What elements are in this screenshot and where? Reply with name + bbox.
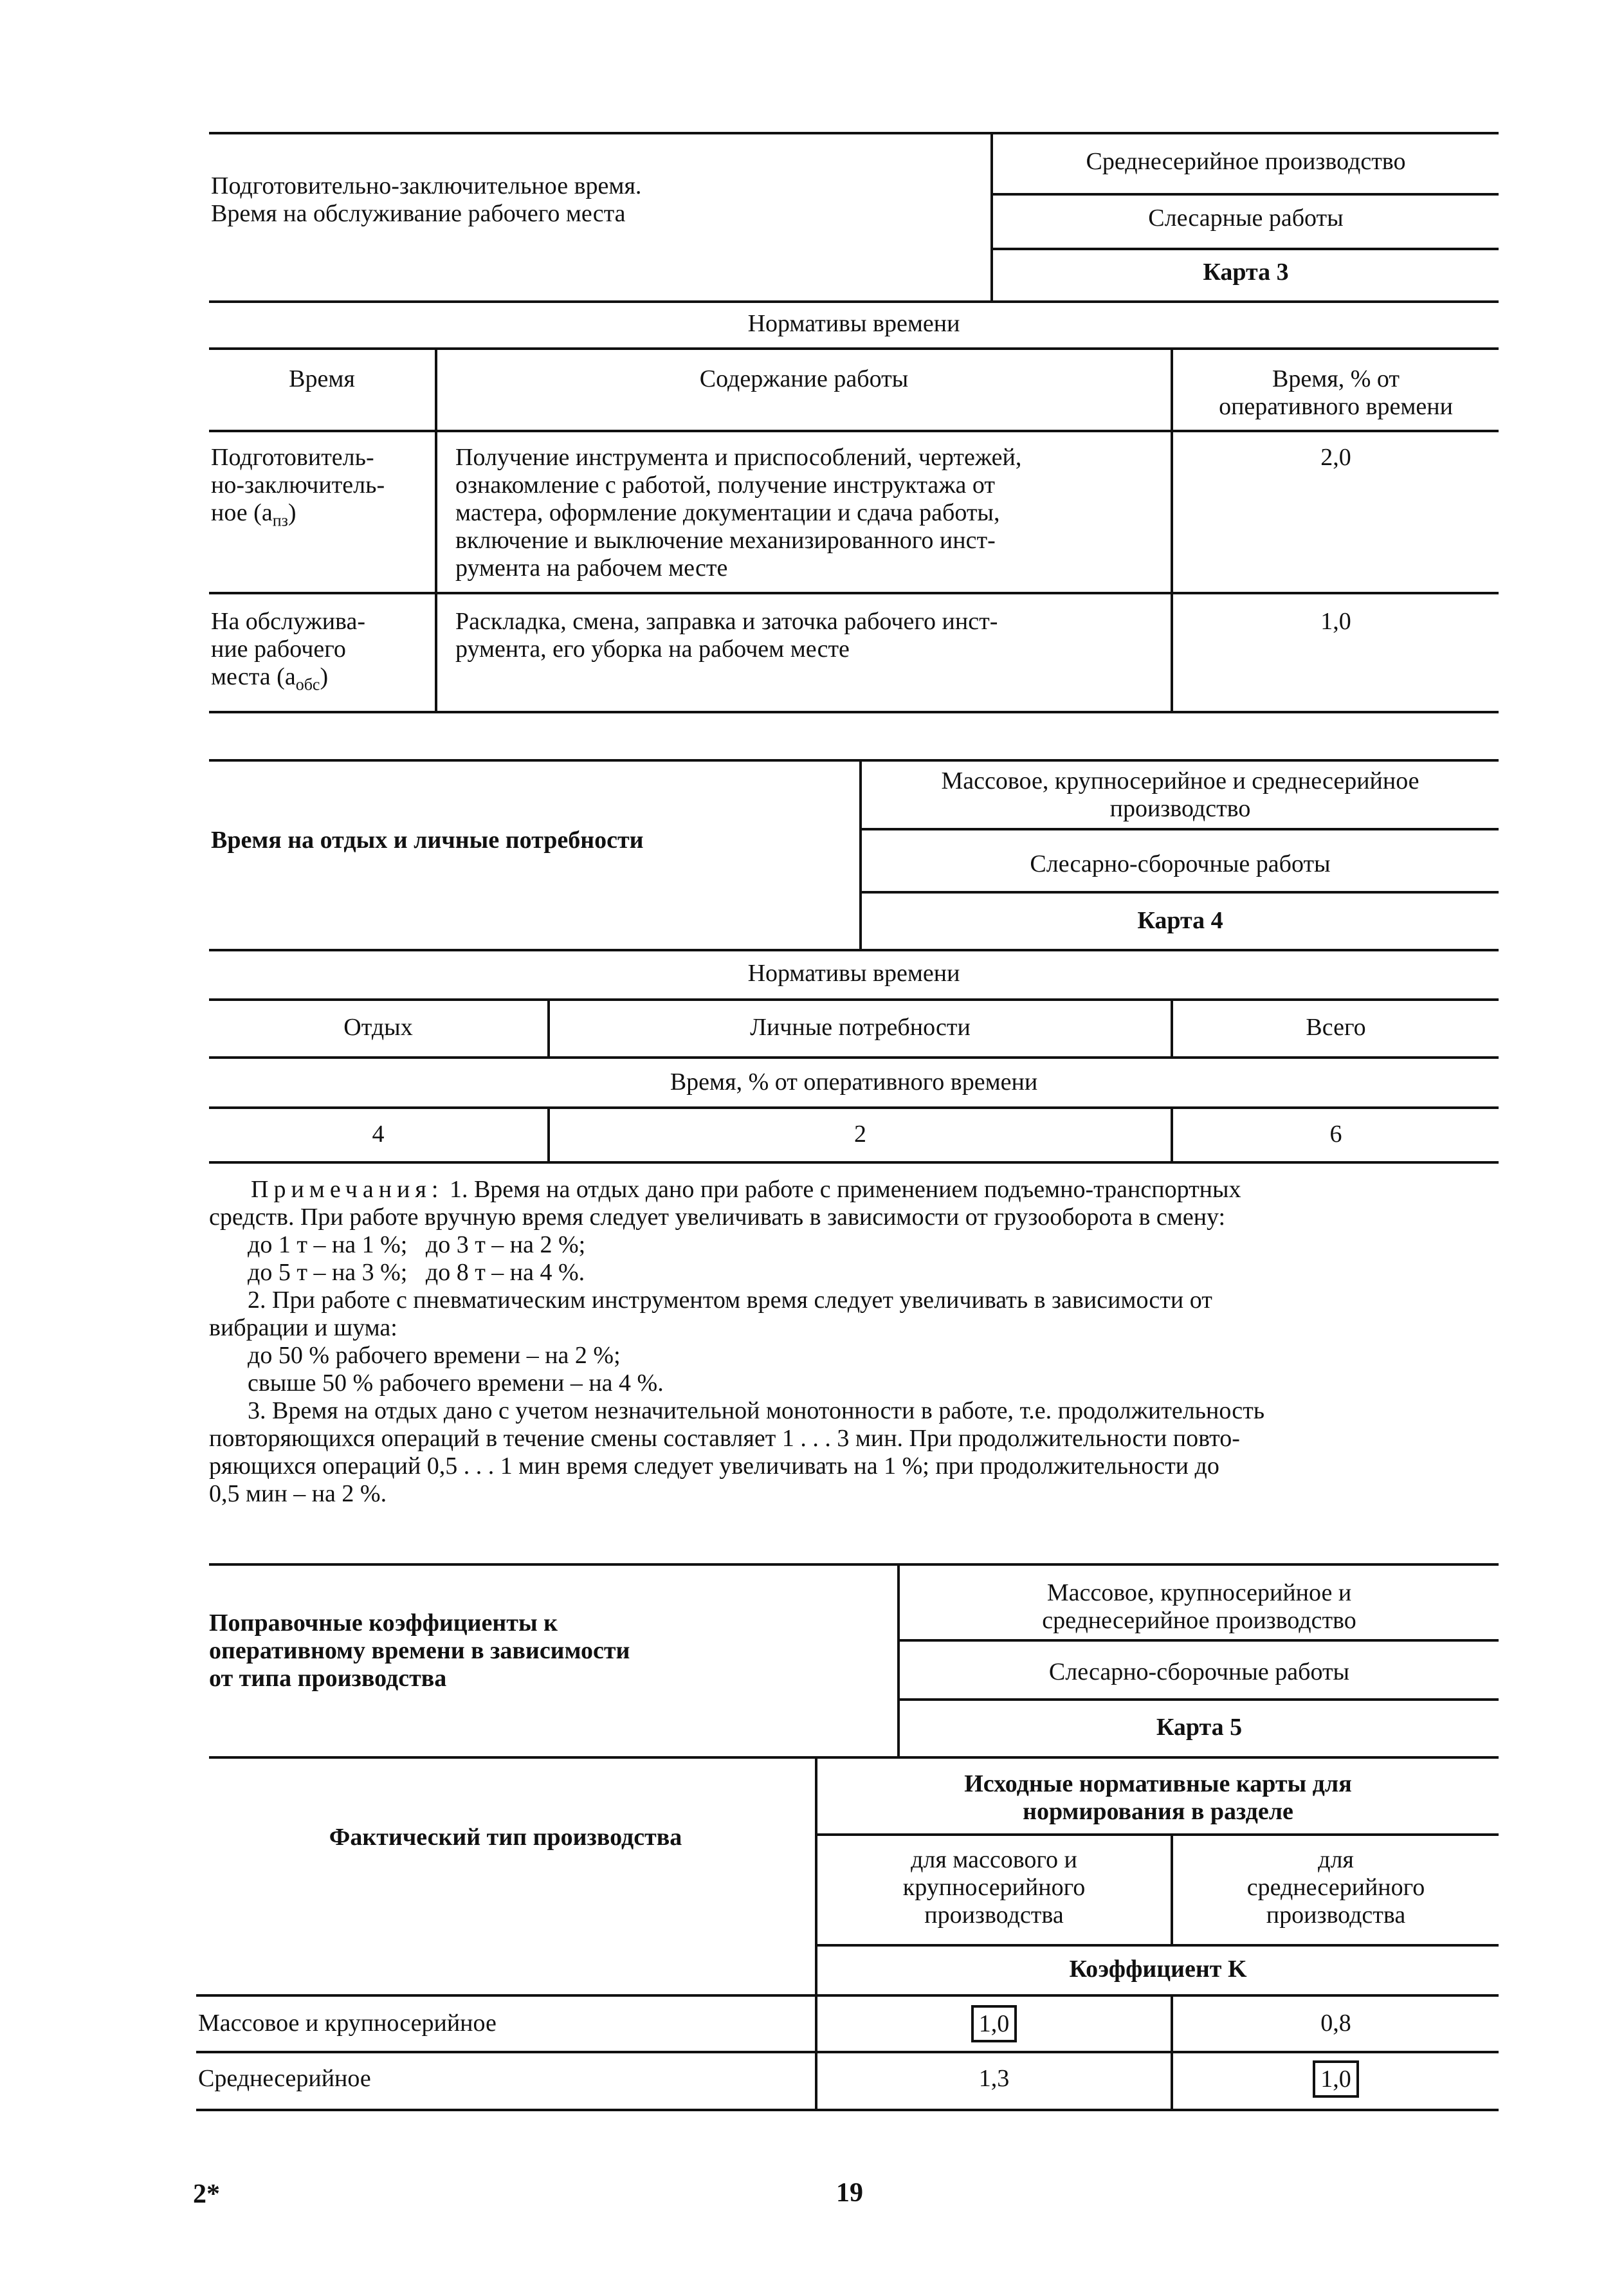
col-header-mass-line3: производства bbox=[924, 1902, 1064, 1929]
notes-line: свыше 50 % рабочего времени – на 4 %. bbox=[248, 1370, 664, 1397]
coefficient-cell bbox=[817, 2005, 1171, 2042]
notes-line: ряющихся операций 0,5 . . . 1 мин время следует увеличивать на 1 %; при продолжительности до bbox=[209, 1453, 1219, 1480]
rule bbox=[815, 1833, 1499, 1836]
production-type-cell: Среднесерийное bbox=[198, 2065, 371, 2092]
col-header-mass-line1: для массового и bbox=[911, 1846, 1077, 1873]
rule bbox=[209, 1056, 1499, 1059]
col-header-percent-line1: Время, % от bbox=[1272, 365, 1400, 392]
card3-norms-heading: Нормативы времени bbox=[747, 310, 960, 337]
col-header-mass-line2: крупносерийного bbox=[902, 1874, 1086, 1901]
notes-line: до 50 % рабочего времени – на 2 %; bbox=[248, 1342, 621, 1369]
card4-title: Время на отдых и личные потребности bbox=[211, 827, 644, 854]
rule bbox=[897, 1698, 1499, 1701]
notes-line: до 1 т – на 1 %; до 3 т – на 2 %; bbox=[248, 1231, 586, 1258]
rule bbox=[209, 759, 1499, 762]
value-total: 6 bbox=[1329, 1121, 1342, 1148]
row-content-line: румента, его уборка на рабочем месте bbox=[455, 636, 850, 663]
production-type-cell: Массовое и крупносерийное bbox=[198, 2010, 497, 2037]
col-header-medium-line2: среднесерийного bbox=[1246, 1874, 1425, 1901]
row-name-line: но-заключитель- bbox=[211, 472, 385, 499]
card3-title-line1: Подготовительно-заключительное время. bbox=[211, 172, 642, 199]
col-header-percent-line2: оперативного времени bbox=[1219, 393, 1453, 420]
rule bbox=[196, 1994, 1499, 1997]
row-content-line: мастера, оформление документации и сдача работы, bbox=[455, 499, 1000, 526]
col-header-source-line1: Исходные нормативные карты для bbox=[964, 1770, 1352, 1797]
rule bbox=[209, 998, 1499, 1001]
row-name-line: ное $(a_{пз})$ bbox=[211, 499, 297, 530]
rule bbox=[435, 347, 437, 711]
row-content-line: Получение инструмента и приспособлений, чертежей, bbox=[455, 444, 1022, 471]
row-value: 1,0 bbox=[1320, 608, 1351, 635]
row-value: 2,0 bbox=[1320, 444, 1351, 471]
coefficient-cell: 0,8 bbox=[1320, 2010, 1351, 2037]
card3-card-label: Карта 3 bbox=[1203, 259, 1289, 286]
col-header-source-line2: нормирования в разделе bbox=[1023, 1798, 1293, 1825]
rule bbox=[209, 711, 1499, 713]
col-header-rest: Отдых bbox=[343, 1014, 413, 1041]
coefficient-cell bbox=[1173, 2060, 1499, 2098]
row-content-line: ознакомление с работой, получение инструктажа от bbox=[455, 472, 995, 499]
row-content-line: румента на рабочем месте bbox=[455, 555, 728, 582]
card5-work-type: Слесарно-сборочные работы bbox=[1048, 1658, 1350, 1685]
notes-line: 0,5 мин – на 2 %. bbox=[209, 1480, 387, 1507]
boxed-value: 1,0 bbox=[1313, 2060, 1359, 2098]
row-name-line: места $(a_{обс})$ bbox=[211, 663, 329, 694]
notes-line: повторяющихся операций в течение смены составляет 1 . . . 3 мин. При продолжительности повто- bbox=[209, 1425, 1240, 1452]
card5-title-line3: от типа производства bbox=[209, 1665, 447, 1692]
col-header-actual-type: Фактический тип производства bbox=[329, 1824, 682, 1851]
rule bbox=[209, 1161, 1499, 1164]
rule bbox=[209, 1756, 1499, 1759]
row-content-line: включение и выключение механизированного инст- bbox=[455, 527, 996, 554]
row-content-line: Раскладка, смена, заправка и заточка рабочего инст- bbox=[455, 608, 998, 635]
card4-work-type: Слесарно-сборочные работы bbox=[1030, 850, 1331, 877]
notes-line: до 5 т – на 3 %; до 8 т – на 4 %. bbox=[248, 1259, 585, 1286]
card5-production-line2: среднесерийное производство bbox=[1042, 1607, 1356, 1634]
rule bbox=[859, 891, 1499, 894]
card3-work-type: Слесарные работы bbox=[1148, 205, 1344, 232]
rule bbox=[897, 1639, 1499, 1642]
card5-production-line1: Массовое, крупносерийное и bbox=[1046, 1579, 1352, 1606]
rule bbox=[209, 1106, 1499, 1109]
notes-line: Примечания: 1. Время на отдых дано при работе с применением подъемно-транспортных bbox=[251, 1176, 1241, 1203]
row-name-line: ние рабочего bbox=[211, 636, 346, 663]
sheet-mark: 2* bbox=[193, 2179, 220, 2209]
col-header-time: Время bbox=[289, 365, 355, 392]
notes-label: Примечания: bbox=[251, 1176, 444, 1203]
row-name-line: Подготовитель- bbox=[211, 444, 374, 471]
coefficient-cell: 1,3 bbox=[978, 2065, 1010, 2092]
rule bbox=[209, 1563, 1499, 1566]
rule bbox=[209, 592, 1499, 594]
rule bbox=[209, 132, 1499, 134]
rule bbox=[990, 193, 1499, 196]
col-header-personal: Личные потребности bbox=[750, 1014, 971, 1041]
rule bbox=[196, 2051, 1499, 2053]
card5-title-line1: Поправочные коэффициенты к bbox=[209, 1609, 558, 1637]
col-header-content: Содержание работы bbox=[699, 365, 909, 392]
value-personal: 2 bbox=[854, 1121, 866, 1148]
boxed-value: 1,0 bbox=[971, 2005, 1017, 2042]
rule bbox=[859, 828, 1499, 830]
card5-title-line2: оперативному времени в зависимости bbox=[209, 1637, 630, 1664]
rule bbox=[815, 1944, 1499, 1947]
notes-line: средств. При работе вручную время следует увеличивать в зависимости от грузооборота в смену: bbox=[209, 1204, 1226, 1231]
card3-production: Среднесерийное производство bbox=[1086, 148, 1406, 175]
rule bbox=[990, 248, 1499, 250]
rule bbox=[209, 347, 1499, 350]
page-number: 19 bbox=[836, 2178, 863, 2208]
row-name-line: На обслужива- bbox=[211, 608, 366, 635]
notes-line: 2. При работе с пневматическим инструментом время следует увеличивать в зависимости от bbox=[248, 1287, 1212, 1314]
coefficient-label: Коэффициент K bbox=[1069, 1956, 1247, 1983]
notes-line: 3. Время на отдых дано с учетом незначительной монотонности в работе, т.е. продолжительность bbox=[248, 1397, 1265, 1424]
notes-line: вибрации и шума: bbox=[209, 1314, 397, 1341]
col-header-medium-line3: производства bbox=[1266, 1902, 1406, 1929]
col-header-medium-line1: для bbox=[1318, 1846, 1354, 1873]
card3-title-line2: Время на обслуживание рабочего места bbox=[211, 200, 626, 227]
card4-card-label: Карта 4 bbox=[1137, 907, 1223, 934]
card4-subheading: Время, % от оперативного времени bbox=[670, 1068, 1038, 1096]
rule bbox=[209, 430, 1499, 432]
rule bbox=[209, 300, 1499, 303]
rule bbox=[209, 949, 1499, 951]
rule bbox=[196, 2109, 1499, 2111]
card5-card-label: Карта 5 bbox=[1156, 1714, 1243, 1741]
value-rest: 4 bbox=[372, 1121, 385, 1148]
col-header-total: Всего bbox=[1306, 1014, 1366, 1041]
card4-production-line1: Массовое, крупносерийное и среднесерийное bbox=[941, 767, 1419, 794]
card4-production-line2: производство bbox=[1109, 795, 1251, 822]
card4-norms-heading: Нормативы времени bbox=[747, 960, 960, 987]
